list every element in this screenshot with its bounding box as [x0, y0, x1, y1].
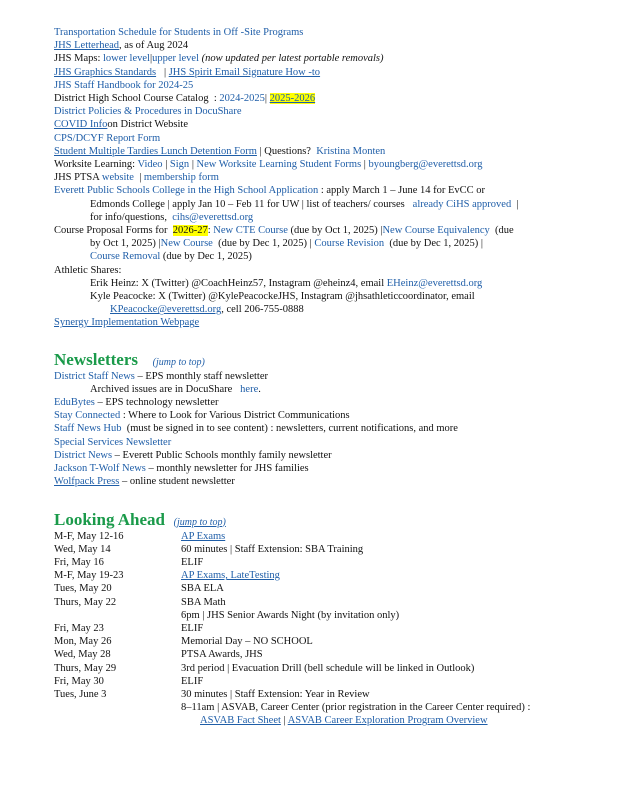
- athletic-label: Athletic Shares:: [54, 264, 122, 276]
- resource-chs-cont2: [54, 211, 574, 224]
- resource-ptsa: [54, 171, 574, 184]
- event-text: PTSA Awards, JHS: [181, 649, 263, 661]
- course-due: (due by Dec 1, 2025) |: [218, 238, 312, 250]
- event-date: Fri, May 30: [54, 675, 104, 687]
- here-link[interactable]: here: [240, 383, 259, 395]
- new-equiv-link[interactable]: New Course Equivalency: [382, 225, 490, 237]
- equiv-due2: by Oct 1, 2025) |: [90, 238, 161, 250]
- sep: |: [516, 198, 519, 210]
- news-edubytes: [54, 396, 574, 409]
- event-asvab: [54, 701, 574, 714]
- worksite-email-link[interactable]: byoungberg@everettsd.org: [368, 159, 483, 171]
- graphics-link[interactable]: JHS Graphics Standards: [54, 66, 157, 78]
- event-text: ELIF: [181, 556, 204, 568]
- news-district: [54, 449, 574, 462]
- looking-ahead-jump-link[interactable]: (jump to top): [173, 516, 226, 528]
- new-cte-link[interactable]: New CTE Course: [213, 225, 288, 237]
- event-row: [54, 596, 574, 609]
- news-special: [54, 436, 574, 449]
- resource-letterhead: [54, 39, 574, 52]
- newsletters-heading: [54, 350, 574, 370]
- catalog-2025-link[interactable]: 2025-2026: [269, 93, 316, 105]
- resource-course-proposal: [54, 224, 574, 237]
- event-row: [54, 635, 574, 648]
- staff-hub-link[interactable]: Staff News Hub: [54, 423, 122, 435]
- event-date: Tues, June 3: [54, 688, 107, 700]
- covid-suffix: on District Website: [107, 119, 188, 131]
- asvab-text: 8–11am | ASVAB, Career Center (prior registration in the Career Center required) :: [181, 702, 531, 714]
- cte-due: (due by Oct 1, 2025) |: [290, 225, 383, 237]
- event-date: Wed, May 14: [54, 543, 111, 555]
- athletic-kyle-cont: [54, 303, 574, 316]
- resource-course-cont: [54, 237, 574, 250]
- resource-chs-cont: [54, 198, 574, 211]
- removal-due: (due by Dec 1, 2025): [162, 251, 252, 263]
- worksite-forms-link[interactable]: New Worksite Learning Student Forms: [196, 159, 362, 171]
- wolfpack-desc: – online student newsletter: [121, 476, 235, 488]
- event-ap-late-link[interactable]: AP Exams, LateTesting: [181, 570, 280, 582]
- looking-ahead-heading: [54, 510, 574, 530]
- resource-athletic: [54, 264, 574, 277]
- sep: |: [264, 93, 267, 105]
- event-text: 60 minutes | Staff Extension: SBA Training: [181, 543, 364, 555]
- resource-worksite: [54, 158, 574, 171]
- event-asvab-links: [54, 714, 574, 727]
- worksite-label: Worksite Learning:: [54, 159, 136, 171]
- event-row: [54, 556, 574, 569]
- resource-course-cont2: [54, 250, 574, 263]
- event-row: [54, 688, 574, 701]
- athletic-kyle: [54, 290, 574, 303]
- resource-catalog: [54, 92, 574, 105]
- chs-text2: Edmonds College | apply Jan 10 – Feb 11 for UW | list of teachers/ courses: [90, 198, 405, 210]
- event-text: SBA ELA: [181, 583, 224, 595]
- event-date: Thurs, May 29: [54, 662, 117, 674]
- stay-desc: : Where to Look for Various District Communications: [122, 410, 350, 422]
- event-text: Memorial Day – NO SCHOOL: [181, 636, 313, 648]
- worksite-video-link[interactable]: Video: [137, 159, 163, 171]
- stay-connected-link[interactable]: Stay Connected: [54, 410, 121, 422]
- event-date: Fri, May 23: [54, 622, 104, 634]
- asvab-sep: |: [283, 715, 286, 727]
- district-news-desc: – Everett Public Schools monthly family newsletter: [114, 449, 332, 461]
- questions-text: | Questions?: [259, 145, 311, 157]
- newsletters-title: Newsletters: [54, 349, 139, 369]
- event-date: M-F, May 19-23: [54, 570, 124, 582]
- maps-upper-link[interactable]: upper level: [152, 53, 199, 65]
- event-date: Fri, May 16: [54, 556, 104, 568]
- chs-email-link[interactable]: cihs@everettsd.org: [172, 211, 254, 223]
- athletic-erik: [54, 277, 574, 290]
- catalog-colon: :: [213, 93, 217, 105]
- kristina-link[interactable]: Kristina Monten: [316, 145, 386, 157]
- erik-email-link[interactable]: EHeinz@everettsd.org: [386, 277, 483, 289]
- staff-news-link[interactable]: District Staff News: [54, 370, 135, 382]
- special-services-link[interactable]: Special Services Newsletter: [54, 436, 172, 448]
- resource-tardies: [54, 145, 574, 158]
- sep: |: [139, 172, 142, 184]
- chs-text1: : apply March 1 – June 14 for EvCC or: [320, 185, 486, 197]
- event-text: ELIF: [181, 675, 204, 687]
- ptsa-website-link[interactable]: website: [101, 172, 134, 184]
- event-date: Thurs, May 22: [54, 596, 117, 608]
- edubytes-desc: – EPS technology newsletter: [97, 397, 219, 409]
- kyle-cell: , cell 206-755-0888: [221, 304, 304, 316]
- hub-desc: (must be signed in to see content) : newsletters, current notifications, and more: [126, 423, 458, 435]
- content: [54, 26, 574, 728]
- news-archived: [54, 383, 574, 396]
- course-label: Course Proposal Forms for: [54, 225, 168, 237]
- sep: |: [163, 66, 167, 78]
- tardies-link[interactable]: Student Multiple Tardies Lunch Detention Form: [54, 145, 257, 157]
- revision-due: (due by Dec 1, 2025) |: [389, 238, 484, 250]
- resource-handbook: [54, 79, 574, 92]
- news-jackson: [54, 462, 574, 475]
- staff-news-desc: – EPS monthly staff newsletter: [137, 370, 268, 382]
- event-row: [54, 622, 574, 635]
- jackson-desc: – monthly newsletter for JHS families: [148, 463, 309, 475]
- event-row: [54, 569, 574, 582]
- event-row: [54, 648, 574, 661]
- event-row: [54, 675, 574, 688]
- event-date: Mon, May 26: [54, 636, 112, 648]
- archived-text: Archived issues are in DocuShare: [90, 383, 233, 395]
- policies-link[interactable]: District Policies & Procedures in DocuShare: [54, 106, 242, 118]
- letterhead-suffix: , as of Aug 2024: [119, 40, 189, 52]
- synergy-link[interactable]: Synergy Implementation Webpage: [54, 317, 200, 329]
- catalog-2024-link[interactable]: 2024-2025: [219, 93, 265, 105]
- event-text: 30 minutes | Staff Extension: Year in Review: [181, 688, 370, 700]
- course-removal-link[interactable]: Course Removal: [90, 251, 161, 263]
- new-course-link[interactable]: New Course: [160, 238, 213, 250]
- resource-chs: [54, 184, 574, 197]
- event-date: Wed, May 28: [54, 649, 111, 661]
- district-news-link[interactable]: District News: [54, 449, 113, 461]
- course-colon: :: [207, 225, 211, 237]
- event-text: SBA Math: [181, 596, 226, 608]
- kyle-email-link[interactable]: KPeacocke@everettsd.org: [110, 304, 222, 316]
- resource-covid: [54, 118, 574, 131]
- event-date: M-F, May 12-16: [54, 530, 124, 542]
- ptsa-form-link[interactable]: membership form: [143, 172, 219, 184]
- event-row: [54, 530, 574, 543]
- chs-approved-link[interactable]: already CiHS approved: [412, 198, 512, 210]
- letterhead-link[interactable]: JHS Letterhead: [54, 40, 120, 52]
- sep: |: [165, 159, 168, 171]
- ptsa-label: JHS PTSA: [54, 172, 100, 184]
- event-text: ELIF: [181, 622, 204, 634]
- handbook-link[interactable]: JHS Staff Handbook for 2024-25: [54, 79, 194, 91]
- looking-ahead-title: Looking Ahead: [54, 509, 166, 529]
- resource-policies: [54, 105, 574, 118]
- chs-text3: for info/questions,: [90, 211, 167, 223]
- maps-label: JHS Maps:: [54, 53, 101, 65]
- jackson-news-link[interactable]: Jackson T-Wolf News: [54, 463, 146, 475]
- wolfpack-link[interactable]: Wolfpack Press: [54, 476, 120, 488]
- newsletters-jump-link[interactable]: (jump to top): [152, 356, 205, 368]
- here-period: .: [258, 383, 261, 395]
- event-row: [54, 582, 574, 595]
- event-ap-exams-link[interactable]: AP Exams: [181, 530, 226, 542]
- sep: |: [191, 159, 194, 171]
- resource-cps: [54, 132, 574, 145]
- chs-link[interactable]: Everett Public Schools College in the High School Application: [54, 185, 319, 197]
- transport-link[interactable]: Transportation Schedule for Students in Off -Site Programs: [54, 27, 304, 38]
- cps-link[interactable]: CPS/DCYF Report Form: [54, 132, 161, 144]
- event-text: 3rd period | Evacuation Drill (bell schedule will be linked in Outlook): [181, 662, 475, 674]
- news-hub: [54, 422, 574, 435]
- event-date: Tues, May 20: [54, 583, 112, 595]
- course-year: 2026-27: [172, 225, 208, 237]
- events-list: [54, 530, 574, 728]
- maps-lower-link[interactable]: lower level: [103, 53, 150, 65]
- news-staff: [54, 370, 574, 383]
- resource-synergy: [54, 316, 574, 329]
- resource-maps: [54, 52, 574, 65]
- event-row: [54, 543, 574, 556]
- maps-note: (now updated per latest portable removals): [201, 53, 384, 65]
- event-date: [54, 609, 181, 622]
- event-row: [54, 609, 574, 622]
- email-signature-link[interactable]: JHS Spirit Email Signature How -to: [168, 66, 321, 78]
- worksite-sign-link[interactable]: Sign: [169, 159, 190, 171]
- event-row: [54, 662, 574, 675]
- sep: |: [149, 53, 153, 65]
- news-wolfpack: [54, 475, 574, 488]
- equiv-due: (due: [495, 225, 514, 237]
- covid-link[interactable]: COVID Info: [54, 119, 108, 131]
- erik-text: Erik Heinz: X (Twitter) @CoachHeinz57, Instagram @eheinz4, email: [90, 277, 385, 289]
- course-revision-link[interactable]: Course Revision: [314, 238, 385, 250]
- sep: |: [363, 159, 366, 171]
- asvab-fact-link[interactable]: ASVAB Fact Sheet: [200, 715, 281, 727]
- resource-graphics: [54, 66, 574, 79]
- edubytes-link[interactable]: EduBytes: [54, 397, 95, 409]
- catalog-label: District High School Course Catalog: [54, 93, 209, 105]
- kyle-text: Kyle Peacocke: X (Twitter) @KylePeacockeJHS, Instagram @jhsathleticcoordinator, email: [90, 291, 475, 303]
- news-stay: [54, 409, 574, 422]
- event-text: 6pm | JHS Senior Awards Night (by invitation only): [181, 609, 400, 621]
- resource-transport: [54, 26, 574, 39]
- asvab-overview-link[interactable]: ASVAB Career Exploration Program Overview: [287, 715, 488, 727]
